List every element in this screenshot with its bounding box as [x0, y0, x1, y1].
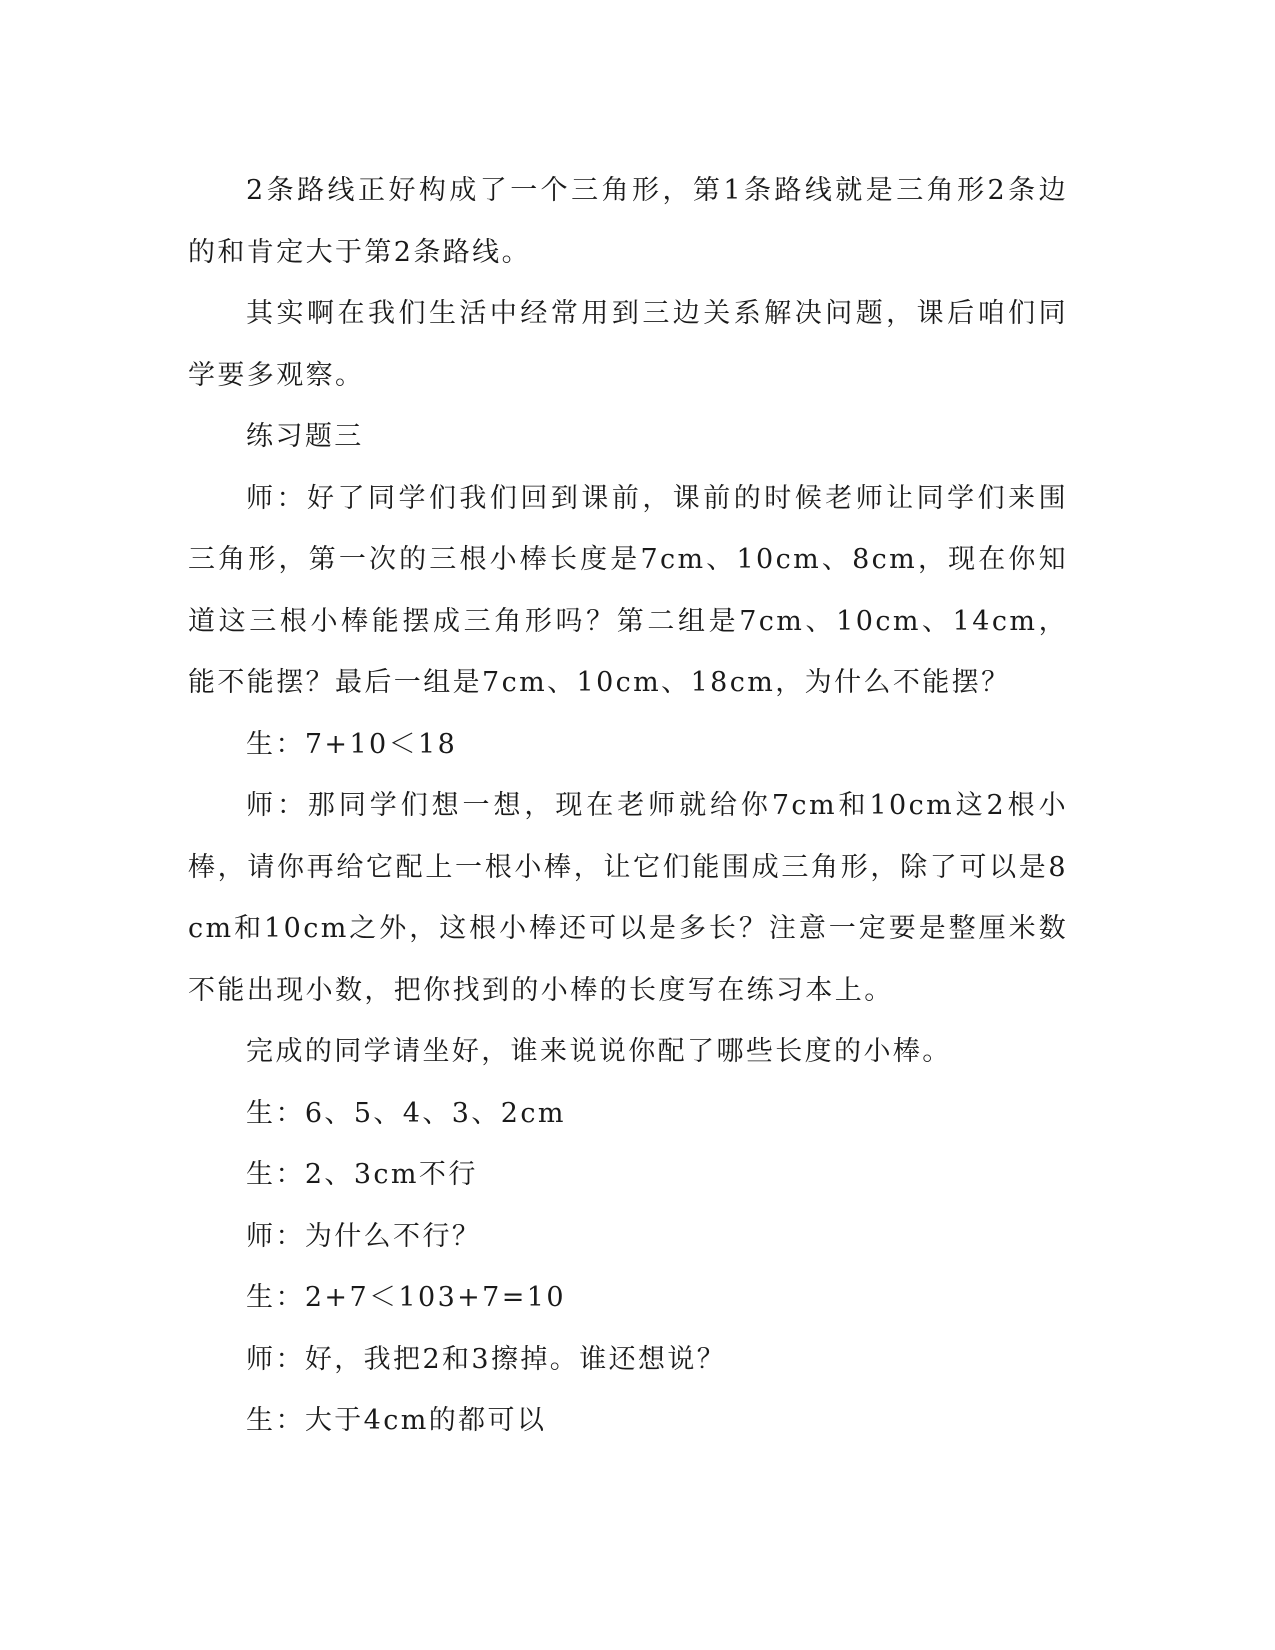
student-line: 生：大于4cm的都可以: [246, 1405, 547, 1436]
paragraph: 完成的同学请坐好，谁来说说你配了哪些长度的小棒。: [246, 1036, 952, 1067]
student-line: 生：2+7＜103+7=10: [246, 1282, 566, 1313]
student-line: 生：6、5、4、3、2cm: [246, 1097, 566, 1129]
teacher-line: 师：那同学们想一想，现在老师就给你7cm和10cm这2根小棒，请你再给它配上一根小棒，让它们能围成三角形，除了可以是8cm和10cm之外，这根小棒还可以是多长？注意一定要是整厘米数不能出现小数，把你找到的小棒的长度写在练习本上。: [188, 790, 1068, 1006]
student-line: 生：2、3cm不行: [246, 1159, 478, 1190]
teacher-line: 师：好了同学们我们回到课前，课前的时候老师让同学们来围三角形，第一次的三根小棒长度是7cm、10cm、8cm，现在你知道这三根小棒能摆成三角形吗？第二组是7cm、10cm、14cm，能不能摆？最后一组是7cm、10cm、18cm，为什么不能摆？: [188, 482, 1068, 698]
teacher-line: 师：好，我把2和3擦掉。谁还想说？: [246, 1343, 727, 1375]
section-heading: 练习题三: [246, 421, 364, 452]
document-body: [188, 160, 1068, 1452]
paragraph: 2条路线正好构成了一个三角形，第1条路线就是三角形2条边的和肯定大于第2条路线。: [188, 175, 1068, 268]
teacher-line: 师：为什么不行？: [246, 1220, 482, 1252]
paragraph: 其实啊在我们生活中经常用到三边关系解决问题，课后咱们同学要多观察。: [188, 298, 1068, 391]
student-line: 生：7+10＜18: [246, 728, 458, 760]
